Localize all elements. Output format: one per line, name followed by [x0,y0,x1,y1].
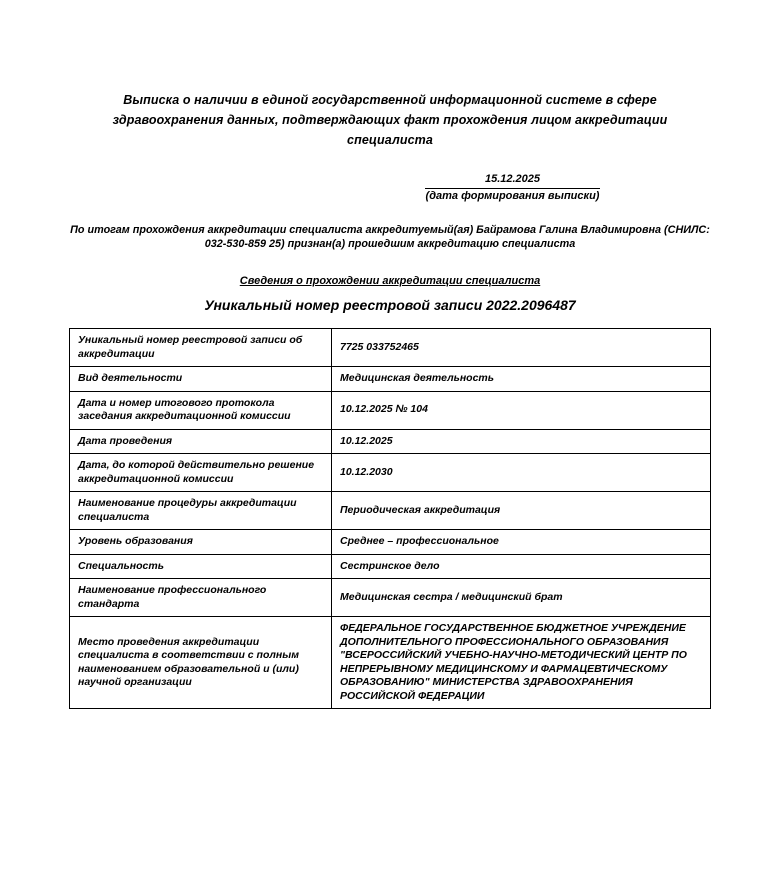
accreditation-table-body [70,329,711,709]
row-value-cell: ФЕДЕРАЛЬНОЕ ГОСУДАРСТВЕННОЕ БЮДЖЕТНОЕ УЧРЕЖДЕНИЕ ДОПОЛНИТЕЛЬНОГО ПРОФЕССИОНАЛЬНОГО ОБРАЗОВАНИЯ "ВСЕРОССИЙСКИЙ УЧЕБНО-НАУЧНО-МЕТОДИЧЕСКИЙ ЦЕНТР ПО НЕПРЕРЫВНОМУ МЕДИЦИНСКОМУ И ФАРМАЦЕВТИЧЕСКОМУ ОБРАЗОВАНИЮ" МИНИСТЕРСТВА ЗДРАВООХРАНЕНИЯ РОССИЙСКОЙ ФЕДЕРАЦИИ [332,617,711,709]
row-value-cell: Среднее – профессиональное [332,530,711,555]
table-row [70,429,711,454]
formation-date-caption: (дата формирования выписки) [425,190,600,202]
table-row [70,617,711,709]
section-heading: Сведения о прохождении аккредитации специалиста [239,275,541,287]
row-value-cell: Периодическая аккредитация [332,492,711,530]
row-label-cell: Дата, до которой действительно решение аккредитационной комиссии [70,454,332,492]
row-label-cell: Наименование процедуры аккредитации специалиста [70,492,332,530]
row-value-cell: 10.12.2025 № 104 [332,391,711,429]
table-row [70,530,711,555]
table-row [70,391,711,429]
table-row [70,454,711,492]
accreditation-table [69,328,711,709]
table-row [70,554,711,579]
table-row [70,492,711,530]
formation-date-block [425,172,600,203]
row-label-cell: Вид деятельности [70,367,332,392]
table-row [70,367,711,392]
table-row [70,329,711,367]
table-row [70,579,711,617]
formation-date-value: 15.12.2025 [425,172,600,189]
row-label-cell: Дата проведения [70,429,332,454]
row-label-cell: Уровень образования [70,530,332,555]
row-value-cell: Медицинская деятельность [332,367,711,392]
row-value-cell: 7725 033752465 [332,329,711,367]
document-title: Выписка о наличии в единой государственной информационной системе в сфере здравоохранения данных, подтверждающих факт прохождения лицом аккредитации специалиста [112,93,668,147]
row-value-cell: Сестринское дело [332,554,711,579]
intro-paragraph: По итогам прохождения аккредитации специалиста аккредитуемый(ая) Байрамова Галина Владимировна (СНИЛС: 032-530-859 25) признан(а) прошедшим аккредитацию специалиста [70,224,710,250]
row-value-cell: 10.12.2025 [332,429,711,454]
row-label-cell: Уникальный номер реестровой записи об аккредитации [70,329,332,367]
row-value-cell: Медицинская сестра / медицинский брат [332,579,711,617]
row-label-cell: Наименование профессионального стандарта [70,579,332,617]
row-label-cell: Специальность [70,554,332,579]
row-label-cell: Место проведения аккредитации специалиста в соответствии с полным наименованием образовательной и (или) научной организации [70,617,332,709]
row-value-cell: 10.12.2030 [332,454,711,492]
registry-number-line: Уникальный номер реестровой записи 2022.2096487 [204,297,576,313]
row-label-cell: Дата и номер итогового протокола заседания аккредитационной комиссии [70,391,332,429]
